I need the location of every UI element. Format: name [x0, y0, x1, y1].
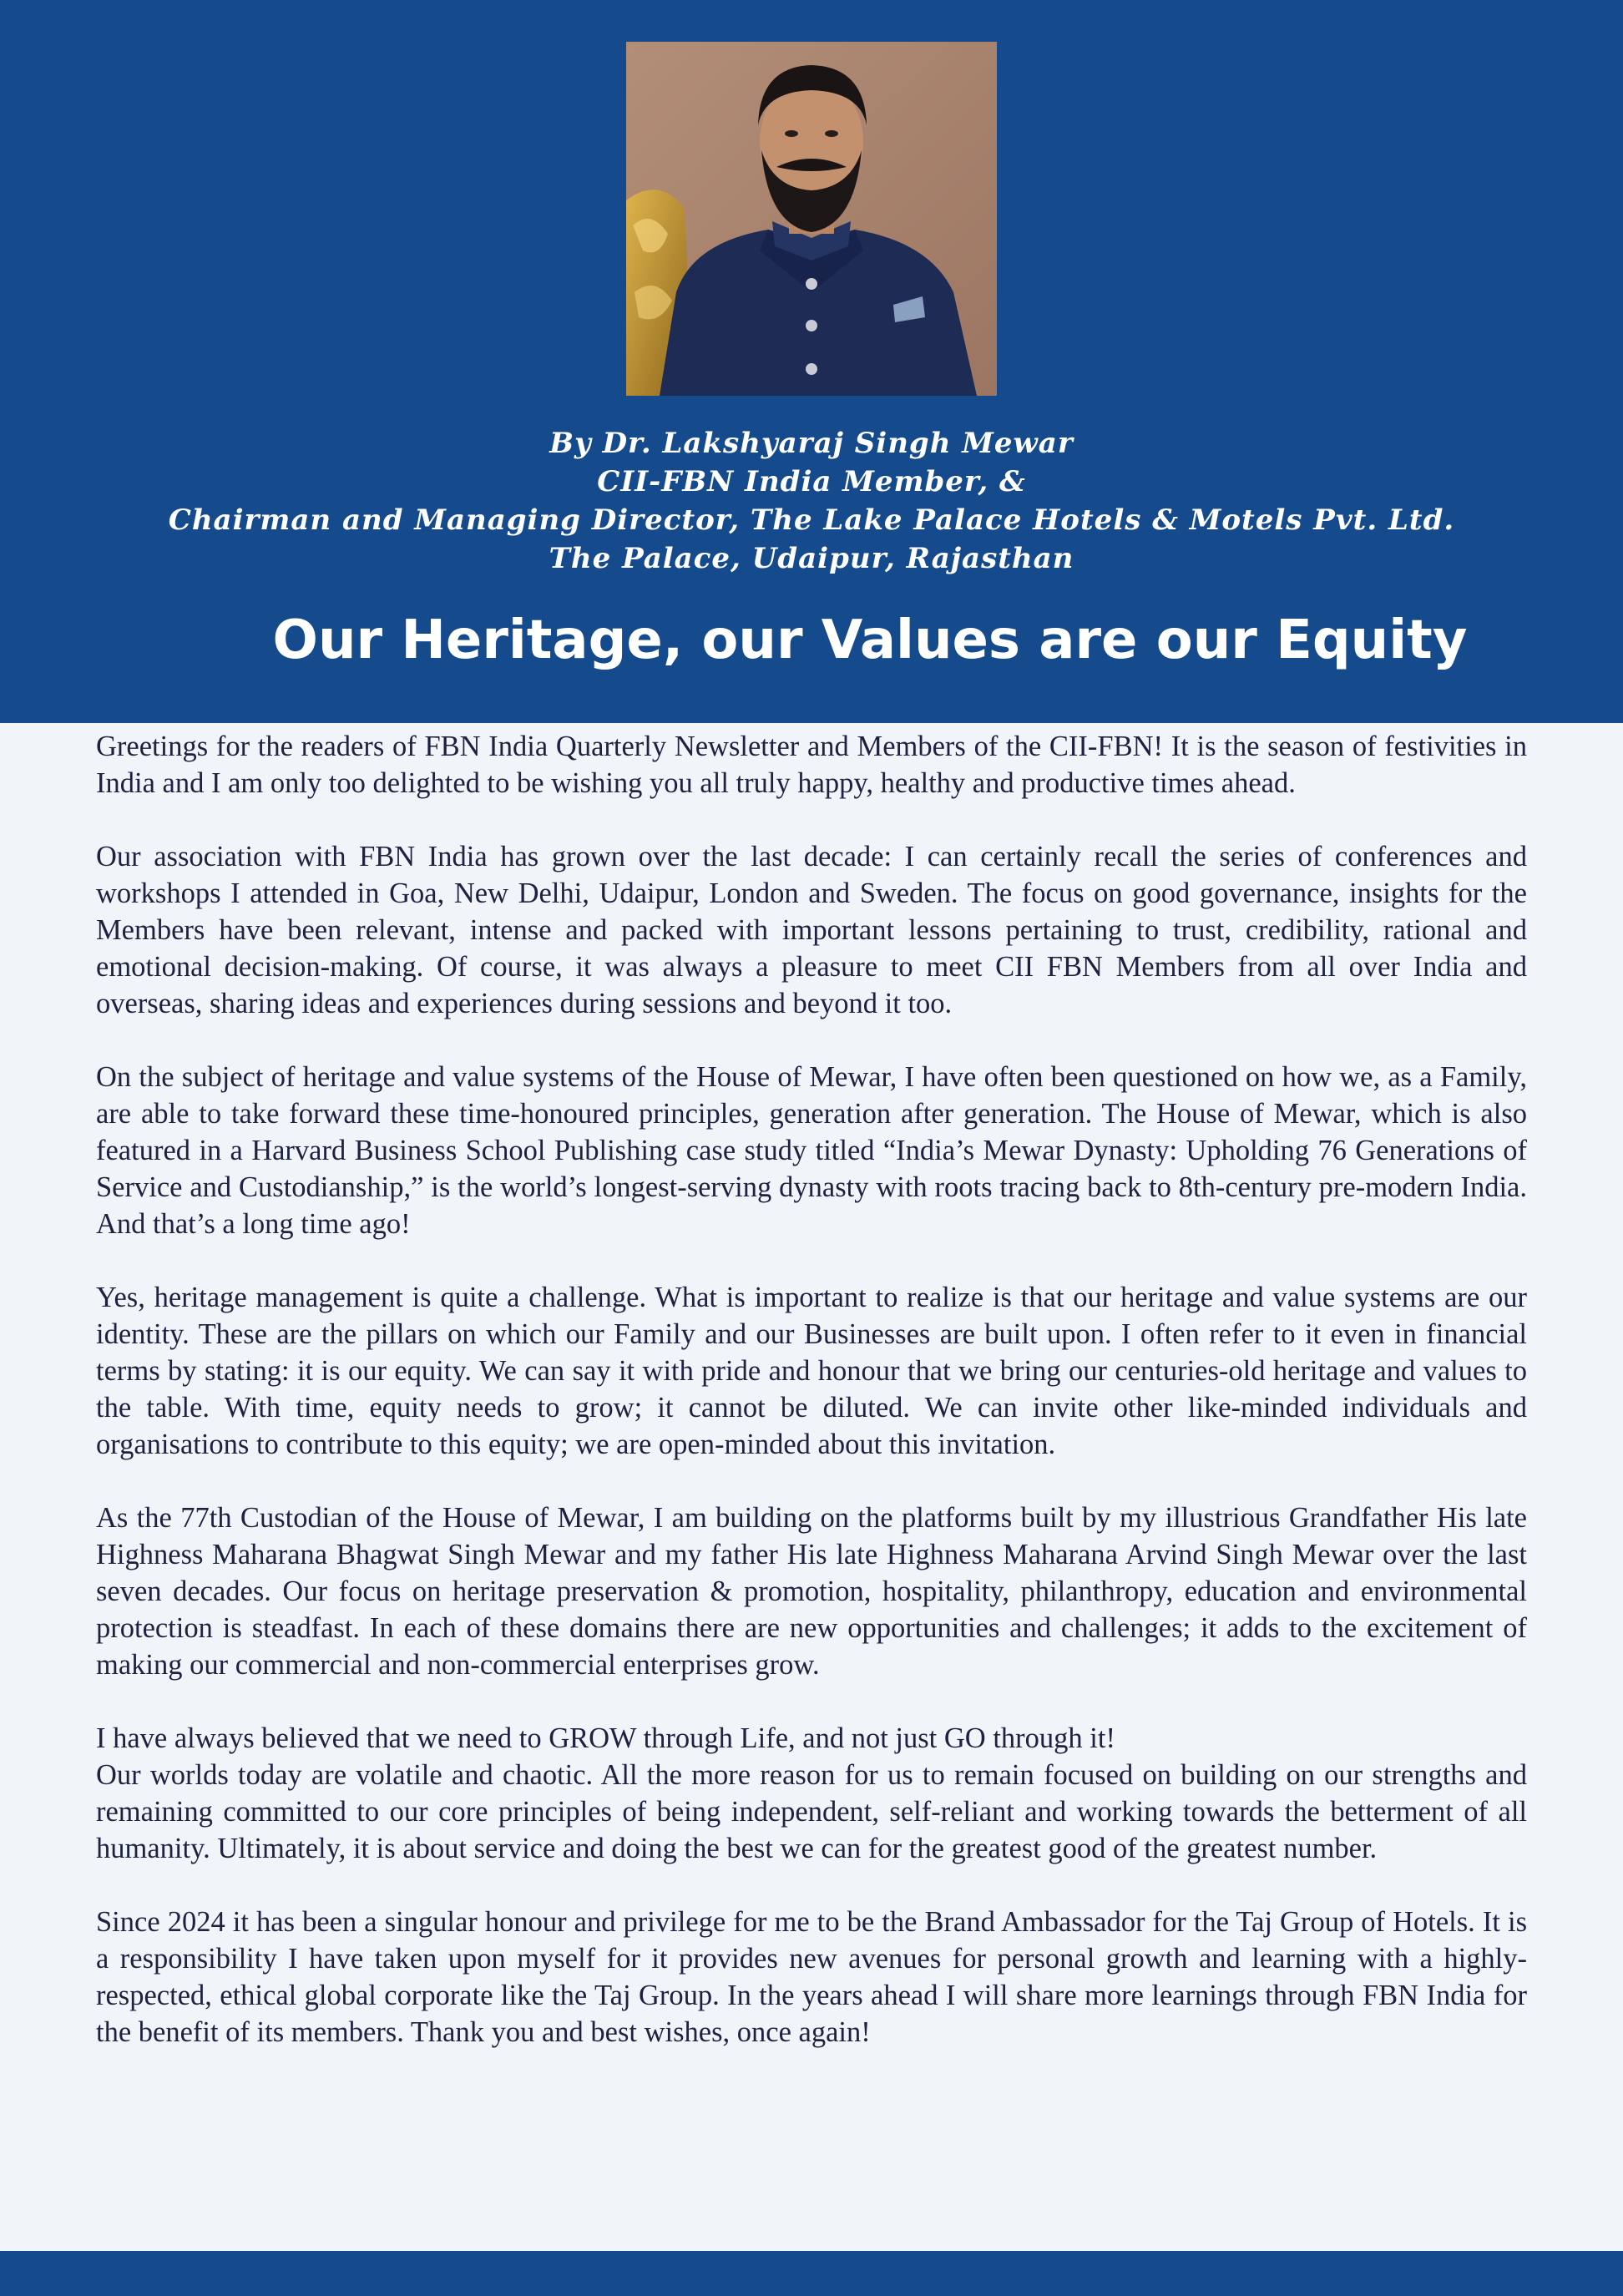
author-byline — [0, 424, 1623, 578]
byline-location: The Palace, Udaipur, Rajasthan — [549, 542, 1074, 575]
article-paragraph: Greetings for the readers of FBN India Quarterly Newsletter and Members of the CII-FBN! It is the season of festivities in India and I am only too delighted to be wishing you all truly happy, healthy and productive times ahead. — [96, 731, 1527, 799]
article-paragraph: On the subject of heritage and value systems of the House of Mewar, I have often been questioned on how we, as a Family, are able to take forward these time-honoured principles, generation after generation. The House of Mewar, which is also featured in a Harvard Business School Publishing case study titled “India’s Mewar Dynasty: Upholding 76 Generations of Service and Custodianship,” is the world’s longest-serving dynasty with roots tracing back to 8th-century pre-modern India. And that’s a long time ago! — [96, 1061, 1527, 1240]
byline-position: Chairman and Managing Director, The Lake Palace Hotels & Motels Pvt. Ltd. — [168, 503, 1455, 537]
article-paragraph: Since 2024 it has been a singular honour and privilege for me to be the Brand Ambassador for the Taj Group of Hotels. It is a responsibility I have taken upon myself for it provides new avenues for personal growth and learning with a highly-respected, ethical global corporate like the Taj Group. In the years ahead I will share more learnings through FBN India for the benefit of its members. Thank you and best wishes, once again! — [96, 1906, 1527, 2048]
byline-author-name: By Dr. Lakshyaraj Singh Mewar — [549, 427, 1074, 460]
article-paragraph: I have always believed that we need to GROW through Life, and not just GO through it! — [96, 1722, 1115, 1754]
article-paragraph: As the 77th Custodian of the House of Mewar, I am building on the platforms built by my illustrious Grandfather His late Highness Maharana Bhagwat Singh Mewar and my father His late Highness Maharana Arvind Singh Mewar over the last seven decades. Our focus on heritage preservation & promotion, hospitality, philanthropy, education and environmental protection is steadfast. In each of these domains there are new opportunities and challenges; it adds to the excitement of making our commercial and non-commercial enterprises grow. — [96, 1502, 1527, 1681]
article-paragraph: Yes, heritage management is quite a challenge. What is important to realize is that our heritage and value systems are our identity. These are the pillars on which our Family and our Businesses are built upon. I often refer to it even in financial terms by stating: it is our equity. We can say it with pride and honour that we bring our centuries-old heritage and values to the table. With time, equity needs to grow; it cannot be diluted. We can invite other like-minded individuals and organisations to contribute to this equity; we are open-minded about this invitation. — [96, 1282, 1527, 1460]
article-paragraph: Our association with FBN India has grown over the last decade: I can certainly recall the series of conferences and workshops I attended in Goa, New Delhi, Udaipur, London and Sweden. The focus on good governance, insights for the Members have been relevant, intense and packed with important lessons pertaining to trust, credibility, rational and emotional decision-making. Of course, it was always a pleasure to meet CII FBN Members from all over India and overseas, sharing ideas and experiences during sessions and beyond it too. — [96, 841, 1527, 1019]
article-paragraph: Our worlds today are volatile and chaotic. All the more reason for us to remain focused on building on our strengths and remaining committed to our core principles of being independent, self-reliant and working towards the betterment of all humanity. Ultimately, it is about service and doing the best we can for the greatest good of the greatest number. — [96, 1759, 1527, 1864]
author-portrait-illustration — [626, 42, 997, 396]
article-title: Our Heritage, our Values are our Equity — [272, 609, 1468, 671]
article-body — [96, 728, 1527, 2087]
header-banner — [0, 0, 1623, 723]
footer-bar — [0, 2251, 1623, 2296]
byline-membership: CII-FBN India Member, & — [597, 465, 1026, 498]
author-portrait — [626, 42, 997, 396]
